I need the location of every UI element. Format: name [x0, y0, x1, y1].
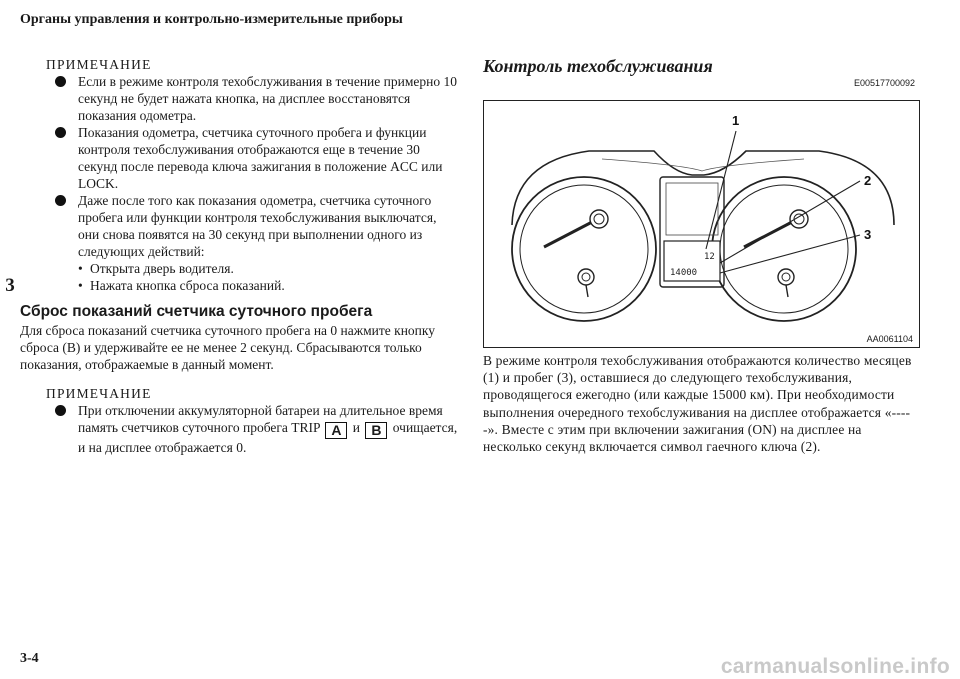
cluster-hood-outline — [512, 151, 894, 225]
sub-list — [78, 260, 458, 294]
body-paragraph: В режиме контроля техобслуживания отображаются количество месяцев (1) и пробег (3), оставшиеся до следующего техобслуживания, проводящегося ежегодно (или каждые 15000 км). При необходимости выполнения очередного техобслуживания на дисплее отображается «-----». Вместе с этим при включении зажигания (ON) на дисплее на несколько секунд включается символ гаечного ключа (2). — [483, 353, 912, 455]
note-item — [46, 192, 458, 294]
note-item-text: Даже после того как показания одометра, счетчика суточного пробега или функции контроля техобслуживания выключатся, они снова появятся на 30 секунд при выполнении одного из следующих действий: — [78, 193, 437, 259]
callout-line-3 — [720, 235, 860, 273]
callout-3: 3 — [864, 227, 872, 242]
note-text-after: очищается, и на дисплее отображается 0. — [78, 420, 458, 455]
sub-item — [78, 260, 458, 277]
sub-item-text: Нажата кнопка сброса показаний. — [90, 278, 285, 293]
sub-item-text: Открыта дверь водителя. — [90, 261, 234, 276]
right-column — [483, 56, 923, 455]
chapter-tab: 3 — [5, 275, 15, 296]
display-distance: 14000 — [670, 268, 698, 278]
page-header: Органы управления и контрольно-измерительные приборы — [20, 12, 403, 27]
trip-b-key-icon: B — [365, 422, 387, 439]
note-item-text: Показания одометра, счетчика суточного пробега и функции контроля техобслуживания отображаются еще в течение 30 секунд после перевода ключа зажигания в положение ACC или LOCK. — [78, 125, 443, 191]
note-label: ПРИМЕЧАНИЕ — [46, 57, 152, 72]
watermark: carmanualsonline.info — [720, 655, 950, 678]
bullet-icon — [55, 405, 66, 416]
note-item — [46, 124, 458, 192]
page-number: 3-4 — [20, 651, 39, 666]
left-column — [20, 56, 458, 456]
bullet-icon — [55, 76, 66, 87]
callout-line-2 — [720, 181, 860, 263]
note-item — [46, 73, 458, 124]
right-gauge — [712, 177, 856, 321]
sub-bullet-icon: • — [78, 278, 83, 293]
sub-item — [78, 277, 458, 294]
note-list — [46, 73, 458, 294]
note-item-text: Если в режиме контроля техобслуживания в течение примерно 10 секунд не будет нажата кнопка, на дисплее восстановятся показания одометра. — [78, 74, 457, 123]
note-conjunction: и — [352, 420, 361, 435]
document-code: E00517700092 — [853, 78, 915, 88]
section-paragraph: Для сброса показаний счетчика суточного пробега на 0 нажмите кнопку сброса (B) и удерживайте ее не менее 2 секунд. Сбрасываются только показания, отображаемые в данный момент. — [20, 323, 436, 372]
note-text-before: При отключении аккумуляторной батареи на длительное время память счетчиков суточного пробега TRIP — [78, 403, 443, 435]
section-title: Контроль техобслуживания — [483, 56, 713, 76]
note-list — [46, 402, 458, 456]
instrument-cluster-diagram — [484, 101, 919, 347]
bullet-icon — [55, 195, 66, 206]
display-months: 12 — [704, 252, 715, 262]
trip-a-key-icon: A — [325, 422, 347, 439]
note-item — [46, 402, 458, 456]
callout-2: 2 — [864, 173, 872, 188]
sub-bullet-icon: • — [78, 261, 83, 276]
figure-caption: AA0061104 — [866, 334, 913, 344]
callout-1: 1 — [732, 113, 740, 128]
left-gauge — [512, 177, 656, 321]
note-label: ПРИМЕЧАНИЕ — [46, 386, 152, 401]
bullet-icon — [55, 127, 66, 138]
instrument-cluster-figure — [483, 100, 920, 348]
callout-line-1 — [706, 131, 736, 249]
cluster-hood-inner — [602, 159, 804, 171]
section-title: Сброс показаний счетчика суточного пробега — [20, 303, 373, 320]
